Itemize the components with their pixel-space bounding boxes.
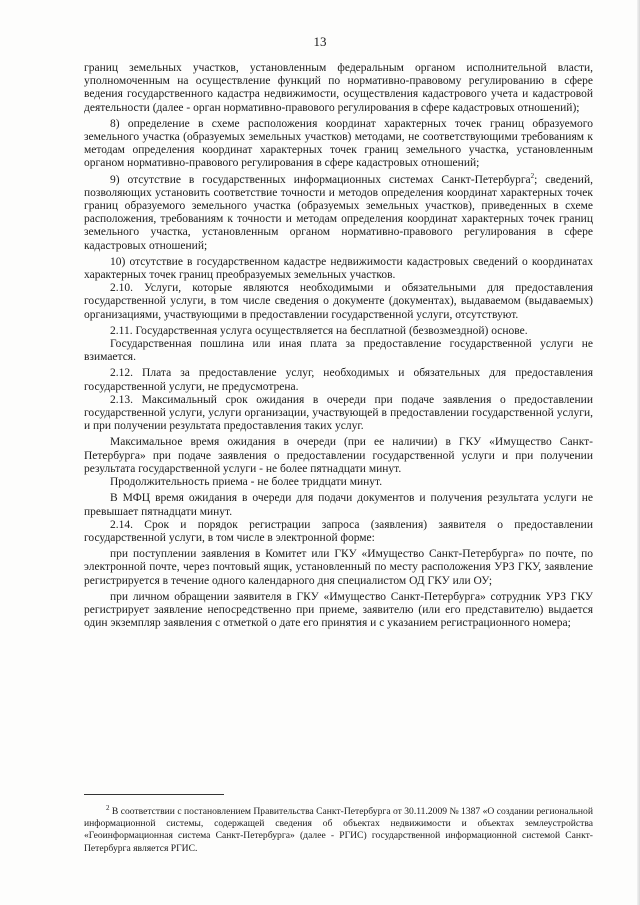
- paragraph-2-14: 2.14. Срок и порядок регистрации запроса (заявления) заявителя о предоставлении государственной услуги, в том числе в электронной форме:: [84, 518, 593, 544]
- page-number: 13: [313, 34, 327, 49]
- footnote-marker: 2: [106, 803, 110, 812]
- footnote: [84, 803, 593, 855]
- paragraph-2-11: 2.11. Государственная услуга осуществляется на бесплатной (безвозмездной) основе.: [110, 324, 528, 337]
- document-body: [84, 62, 593, 630]
- paragraph-continuation: границ земельных участков, установленным федеральным органом исполнительной власти, уполномоченным на осуществление функций по нормативно-правовому регулированию в сфере ведения государственного кадастра недвижимости, осуществления кадастрового учета и кадастровой деятельности (далее - орган нормативно-правового регулирования в сфере кадастровых отношений);: [84, 62, 593, 114]
- paragraph-mfc-wait: В МФЦ время ожидания в очереди для подачи документов и получения результата услуги не превышает пятнадцати минут.: [84, 492, 593, 518]
- paragraph-item-9-start: 9) отсутствие в государственных информационных системах Санкт-Петербурга: [110, 173, 531, 186]
- paragraph-reception-duration: Продолжительность приема - не более тридцати минут.: [110, 476, 383, 489]
- paragraph-max-wait: Максимальное время ожидания в очереди (при ее наличии) в ГКУ «Имущество Санкт-Петербурга» при подаче заявления о предоставлении государственной услуги и при получении результата государственной услуги - не более пятнадцати минут.: [84, 436, 593, 475]
- paragraph-2-13: 2.13. Максимальный срок ожидания в очереди при подаче заявления о предоставлении государственной услуги, услуги организации, участвующей в предоставлении государственной услуги, и при получении результата предоставления таких услуг.: [84, 393, 593, 433]
- footnote-reference: 2: [530, 171, 535, 180]
- paragraph-2-12: 2.12. Плата за предоставление услуг, необходимых и обязательных для предоставления государственной услуги, не предусмотрена.: [84, 367, 593, 393]
- paragraph-personal-registration: при личном обращении заявителя в ГКУ «Имущество Санкт-Петербурга» сотрудник УРЗ ГКУ регистрирует заявление непосредственно при приеме, заявителю (или его представителю) выдается один экземпляр заявления с отметкой о дате его принятия и с указанием регистрационного номера;: [84, 590, 593, 630]
- paragraph-item-8: 8) определение в схеме расположения координат характерных точек границ образуемого земельного участка (образуемых земельных участков) методами, не соответствующими требованиям к методам определения координат характерных точек границ земельного участка, установленным органом нормативно-правового регулирования в сфере кадастровых отношений;: [84, 117, 593, 170]
- footnote-divider: [84, 794, 224, 795]
- paragraph-item-10: 10) отсутствие в государственном кадастре недвижимости кадастровых сведений о координатах характерных точек границ преобразуемых земельных участков.: [84, 255, 593, 282]
- paragraph-mail-registration: при поступлении заявления в Комитет или ГКУ «Имущество Санкт-Петербурга» по почте, по электронной почте, через почтовый ящик, установленный по месту расположения УРЗ ГКУ, заявление регистрируется в течение одного календарного дня специалистом ОД ГКУ или ОУ;: [84, 548, 593, 587]
- paragraph-state-fee: Государственная пошлина или иная плата за предоставление государственной услуги не взимается.: [84, 338, 593, 364]
- footnote-text: В соответствии с постановлением Правительства Санкт-Петербурга от 30.11.2009 № 1387 «О создании региональной информационной системы, содержащей сведения об объектах недвижимости и объектах землеустройства «Геоинформационная система Санкт-Петербурга» (далее - РГИС) государственной информационной системой Санкт-Петербурга является РГИС.: [84, 806, 593, 854]
- paragraph-item-9: [84, 171, 593, 253]
- paragraph-item-9-rest: ; сведений, позволяющих установить соответствие точности и методов определения координат характерных точек границ образуемого земельного участка (образуемых земельных участков), приведенных в схеме расположения, требованиям к точности и методам определения координат характерных точек границ земельного участка, установленным органом нормативно-правового регулирования в сфере кадастровых отношений;: [84, 173, 593, 252]
- paragraph-2-10: 2.10. Услуги, которые являются необходимыми и обязательными для предоставления государственной услуги, в том числе сведения о документе (документах), выдаваемом (выдаваемых) организациями, участвующими в предоставлении государственной услуги, отсутствуют.: [84, 282, 593, 321]
